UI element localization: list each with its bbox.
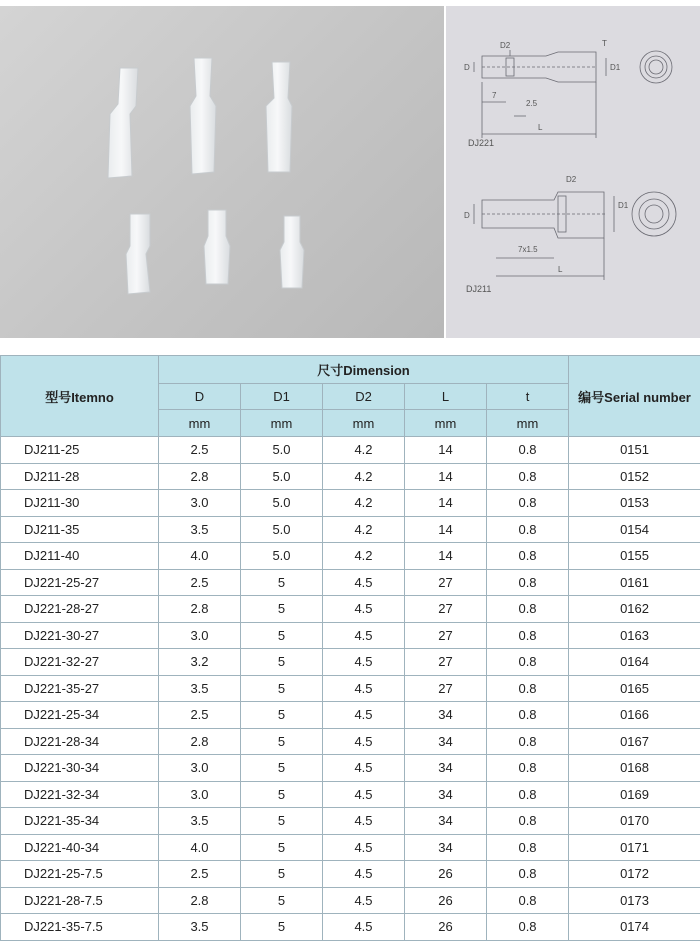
cell-d1: 5	[241, 808, 323, 835]
cell-d: 2.8	[159, 728, 241, 755]
header-serial-number: 编号Serial number	[569, 356, 700, 437]
cell-itemno: DJ221-32-27	[1, 649, 159, 676]
spec-table	[0, 355, 700, 941]
table-row	[1, 675, 700, 702]
table-row	[1, 755, 700, 782]
table-row	[1, 728, 700, 755]
cell-t: 0.8	[487, 543, 569, 570]
cell-t: 0.8	[487, 702, 569, 729]
dim-d-lower: D	[464, 211, 470, 220]
cell-d2: 4.2	[323, 543, 405, 570]
cell-d: 2.5	[159, 861, 241, 888]
cell-d1: 5.0	[241, 516, 323, 543]
spec-table-body	[1, 437, 700, 941]
cell-d: 3.0	[159, 622, 241, 649]
cell-d2: 4.5	[323, 702, 405, 729]
cell-serial: 0151	[569, 437, 700, 464]
dim-d1-upper: D1	[610, 63, 621, 72]
cell-l: 34	[405, 755, 487, 782]
cell-d2: 4.5	[323, 914, 405, 941]
short-sleeve-1	[126, 214, 150, 294]
cell-l: 14	[405, 490, 487, 517]
cell-d1: 5	[241, 675, 323, 702]
cell-t: 0.8	[487, 861, 569, 888]
cell-itemno: DJ211-40	[1, 543, 159, 570]
cell-t: 0.8	[487, 834, 569, 861]
table-row	[1, 914, 700, 941]
cell-d2: 4.5	[323, 649, 405, 676]
dim-d2-upper: D2	[500, 41, 511, 50]
cell-d: 4.0	[159, 834, 241, 861]
cell-d2: 4.5	[323, 622, 405, 649]
cell-t: 0.8	[487, 675, 569, 702]
cell-d1: 5.0	[241, 543, 323, 570]
cell-d2: 4.5	[323, 728, 405, 755]
cell-t: 0.8	[487, 781, 569, 808]
cell-l: 14	[405, 437, 487, 464]
cell-itemno: DJ221-30-34	[1, 755, 159, 782]
cell-d2: 4.2	[323, 463, 405, 490]
cell-l: 34	[405, 834, 487, 861]
cell-t: 0.8	[487, 649, 569, 676]
cell-t: 0.8	[487, 569, 569, 596]
cell-l: 27	[405, 675, 487, 702]
cell-d2: 4.2	[323, 437, 405, 464]
table-row	[1, 781, 700, 808]
header-unit-t: mm	[487, 410, 569, 437]
cell-l: 14	[405, 516, 487, 543]
cell-serial: 0168	[569, 755, 700, 782]
cell-d2: 4.5	[323, 887, 405, 914]
cell-serial: 0167	[569, 728, 700, 755]
header-itemno: 型号Itemno	[1, 356, 159, 437]
cell-serial: 0166	[569, 702, 700, 729]
cell-d1: 5.0	[241, 490, 323, 517]
table-row	[1, 622, 700, 649]
cell-d: 2.8	[159, 596, 241, 623]
cell-d1: 5	[241, 755, 323, 782]
dim-len-lower: L	[558, 265, 563, 274]
table-row	[1, 861, 700, 888]
cell-serial: 0173	[569, 887, 700, 914]
cell-d2: 4.2	[323, 490, 405, 517]
cell-d: 2.8	[159, 887, 241, 914]
cell-d: 3.5	[159, 808, 241, 835]
cell-l: 26	[405, 861, 487, 888]
cell-d2: 4.5	[323, 834, 405, 861]
cell-d1: 5	[241, 649, 323, 676]
dim-seg-upper: 7	[492, 91, 497, 100]
dim-len-upper: L	[538, 123, 543, 132]
product-visuals	[0, 0, 700, 340]
short-sleeve-2	[204, 210, 230, 284]
table-row	[1, 596, 700, 623]
cell-serial: 0164	[569, 649, 700, 676]
cell-t: 0.8	[487, 437, 569, 464]
cell-l: 34	[405, 728, 487, 755]
header-unit-l: mm	[405, 410, 487, 437]
cell-serial: 0174	[569, 914, 700, 941]
cell-d: 3.0	[159, 755, 241, 782]
dim-seg-lower: 7x1.5	[518, 245, 538, 254]
cell-serial: 0152	[569, 463, 700, 490]
table-row	[1, 516, 700, 543]
table-row	[1, 808, 700, 835]
cell-itemno: DJ221-30-27	[1, 622, 159, 649]
table-row	[1, 463, 700, 490]
cell-l: 34	[405, 781, 487, 808]
dim-t-upper: T	[602, 39, 607, 48]
table-row	[1, 834, 700, 861]
cell-d1: 5	[241, 569, 323, 596]
header-col-l: L	[405, 384, 487, 410]
cell-l: 34	[405, 702, 487, 729]
cell-itemno: DJ221-25-7.5	[1, 861, 159, 888]
cell-t: 0.8	[487, 914, 569, 941]
cell-itemno: DJ221-32-34	[1, 781, 159, 808]
cell-d1: 5	[241, 596, 323, 623]
cell-d2: 4.5	[323, 781, 405, 808]
cell-t: 0.8	[487, 755, 569, 782]
cell-l: 27	[405, 569, 487, 596]
cell-d: 2.8	[159, 463, 241, 490]
dim-d2-lower: D2	[566, 175, 577, 184]
cell-d: 2.5	[159, 437, 241, 464]
cell-l: 34	[405, 808, 487, 835]
cell-l: 14	[405, 543, 487, 570]
table-row	[1, 543, 700, 570]
cell-d2: 4.5	[323, 755, 405, 782]
cell-d: 3.5	[159, 914, 241, 941]
long-sleeve-2	[190, 58, 216, 174]
cell-itemno: DJ211-25	[1, 437, 159, 464]
cell-d1: 5	[241, 834, 323, 861]
table-row	[1, 490, 700, 517]
table-row	[1, 887, 700, 914]
cell-serial: 0162	[569, 596, 700, 623]
cell-d2: 4.5	[323, 861, 405, 888]
cell-d1: 5	[241, 702, 323, 729]
table-row	[1, 569, 700, 596]
cell-itemno: DJ221-35-34	[1, 808, 159, 835]
cell-serial: 0169	[569, 781, 700, 808]
cell-d: 2.5	[159, 702, 241, 729]
cell-serial: 0172	[569, 861, 700, 888]
long-sleeve-3	[266, 62, 292, 172]
short-sleeve-3	[280, 216, 304, 288]
cell-d: 3.5	[159, 516, 241, 543]
cell-d1: 5	[241, 781, 323, 808]
cell-d1: 5	[241, 861, 323, 888]
cell-t: 0.8	[487, 463, 569, 490]
cell-serial: 0154	[569, 516, 700, 543]
cell-itemno: DJ221-28-34	[1, 728, 159, 755]
cell-d: 3.5	[159, 675, 241, 702]
cell-t: 0.8	[487, 596, 569, 623]
drawing-label-dj211: DJ211	[466, 284, 492, 294]
cell-d1: 5.0	[241, 437, 323, 464]
cell-serial: 0171	[569, 834, 700, 861]
cell-d: 3.2	[159, 649, 241, 676]
cell-t: 0.8	[487, 516, 569, 543]
cell-l: 26	[405, 887, 487, 914]
cell-l: 14	[405, 463, 487, 490]
cell-d2: 4.5	[323, 596, 405, 623]
product-photo	[0, 6, 444, 338]
header-dimension: 尺寸Dimension	[159, 356, 569, 384]
header-col-d2: D2	[323, 384, 405, 410]
cell-l: 27	[405, 596, 487, 623]
cell-itemno: DJ221-25-34	[1, 702, 159, 729]
cell-l: 27	[405, 649, 487, 676]
cell-serial: 0153	[569, 490, 700, 517]
header-unit-d2: mm	[323, 410, 405, 437]
cell-itemno: DJ211-30	[1, 490, 159, 517]
cell-d2: 4.5	[323, 569, 405, 596]
header-col-d: D	[159, 384, 241, 410]
cell-serial: 0170	[569, 808, 700, 835]
cell-d: 4.0	[159, 543, 241, 570]
cell-d: 3.0	[159, 490, 241, 517]
cell-serial: 0163	[569, 622, 700, 649]
cell-d2: 4.2	[323, 516, 405, 543]
table-row	[1, 649, 700, 676]
cell-d: 3.0	[159, 781, 241, 808]
cell-serial: 0161	[569, 569, 700, 596]
cell-t: 0.8	[487, 887, 569, 914]
dim-d1-lower: D1	[618, 201, 629, 210]
cell-t: 0.8	[487, 622, 569, 649]
cell-itemno: DJ211-28	[1, 463, 159, 490]
table-row	[1, 702, 700, 729]
cell-d: 2.5	[159, 569, 241, 596]
header-unit-d1: mm	[241, 410, 323, 437]
cell-itemno: DJ221-40-34	[1, 834, 159, 861]
cell-itemno: DJ211-35	[1, 516, 159, 543]
drawing-label-dj221: DJ221	[468, 138, 495, 148]
cell-itemno: DJ221-28-27	[1, 596, 159, 623]
cell-itemno: DJ221-35-7.5	[1, 914, 159, 941]
dim-gap-upper: 2.5	[526, 99, 538, 108]
cell-t: 0.8	[487, 728, 569, 755]
cell-d1: 5	[241, 887, 323, 914]
cell-t: 0.8	[487, 808, 569, 835]
table-row	[1, 437, 700, 464]
cell-itemno: DJ221-35-27	[1, 675, 159, 702]
cell-d1: 5	[241, 914, 323, 941]
header-col-t: t	[487, 384, 569, 410]
cell-l: 26	[405, 914, 487, 941]
cell-d2: 4.5	[323, 808, 405, 835]
cell-serial: 0155	[569, 543, 700, 570]
cell-d1: 5.0	[241, 463, 323, 490]
header-col-d1: D1	[241, 384, 323, 410]
cell-d1: 5	[241, 622, 323, 649]
header-unit-d: mm	[159, 410, 241, 437]
cell-itemno: DJ221-25-27	[1, 569, 159, 596]
cell-d2: 4.5	[323, 675, 405, 702]
cell-serial: 0165	[569, 675, 700, 702]
dim-d-upper: D	[464, 63, 470, 72]
technical-drawing	[446, 6, 700, 338]
cell-d1: 5	[241, 728, 323, 755]
cell-l: 27	[405, 622, 487, 649]
long-sleeve-1	[108, 68, 138, 178]
cell-t: 0.8	[487, 490, 569, 517]
cell-itemno: DJ221-28-7.5	[1, 887, 159, 914]
